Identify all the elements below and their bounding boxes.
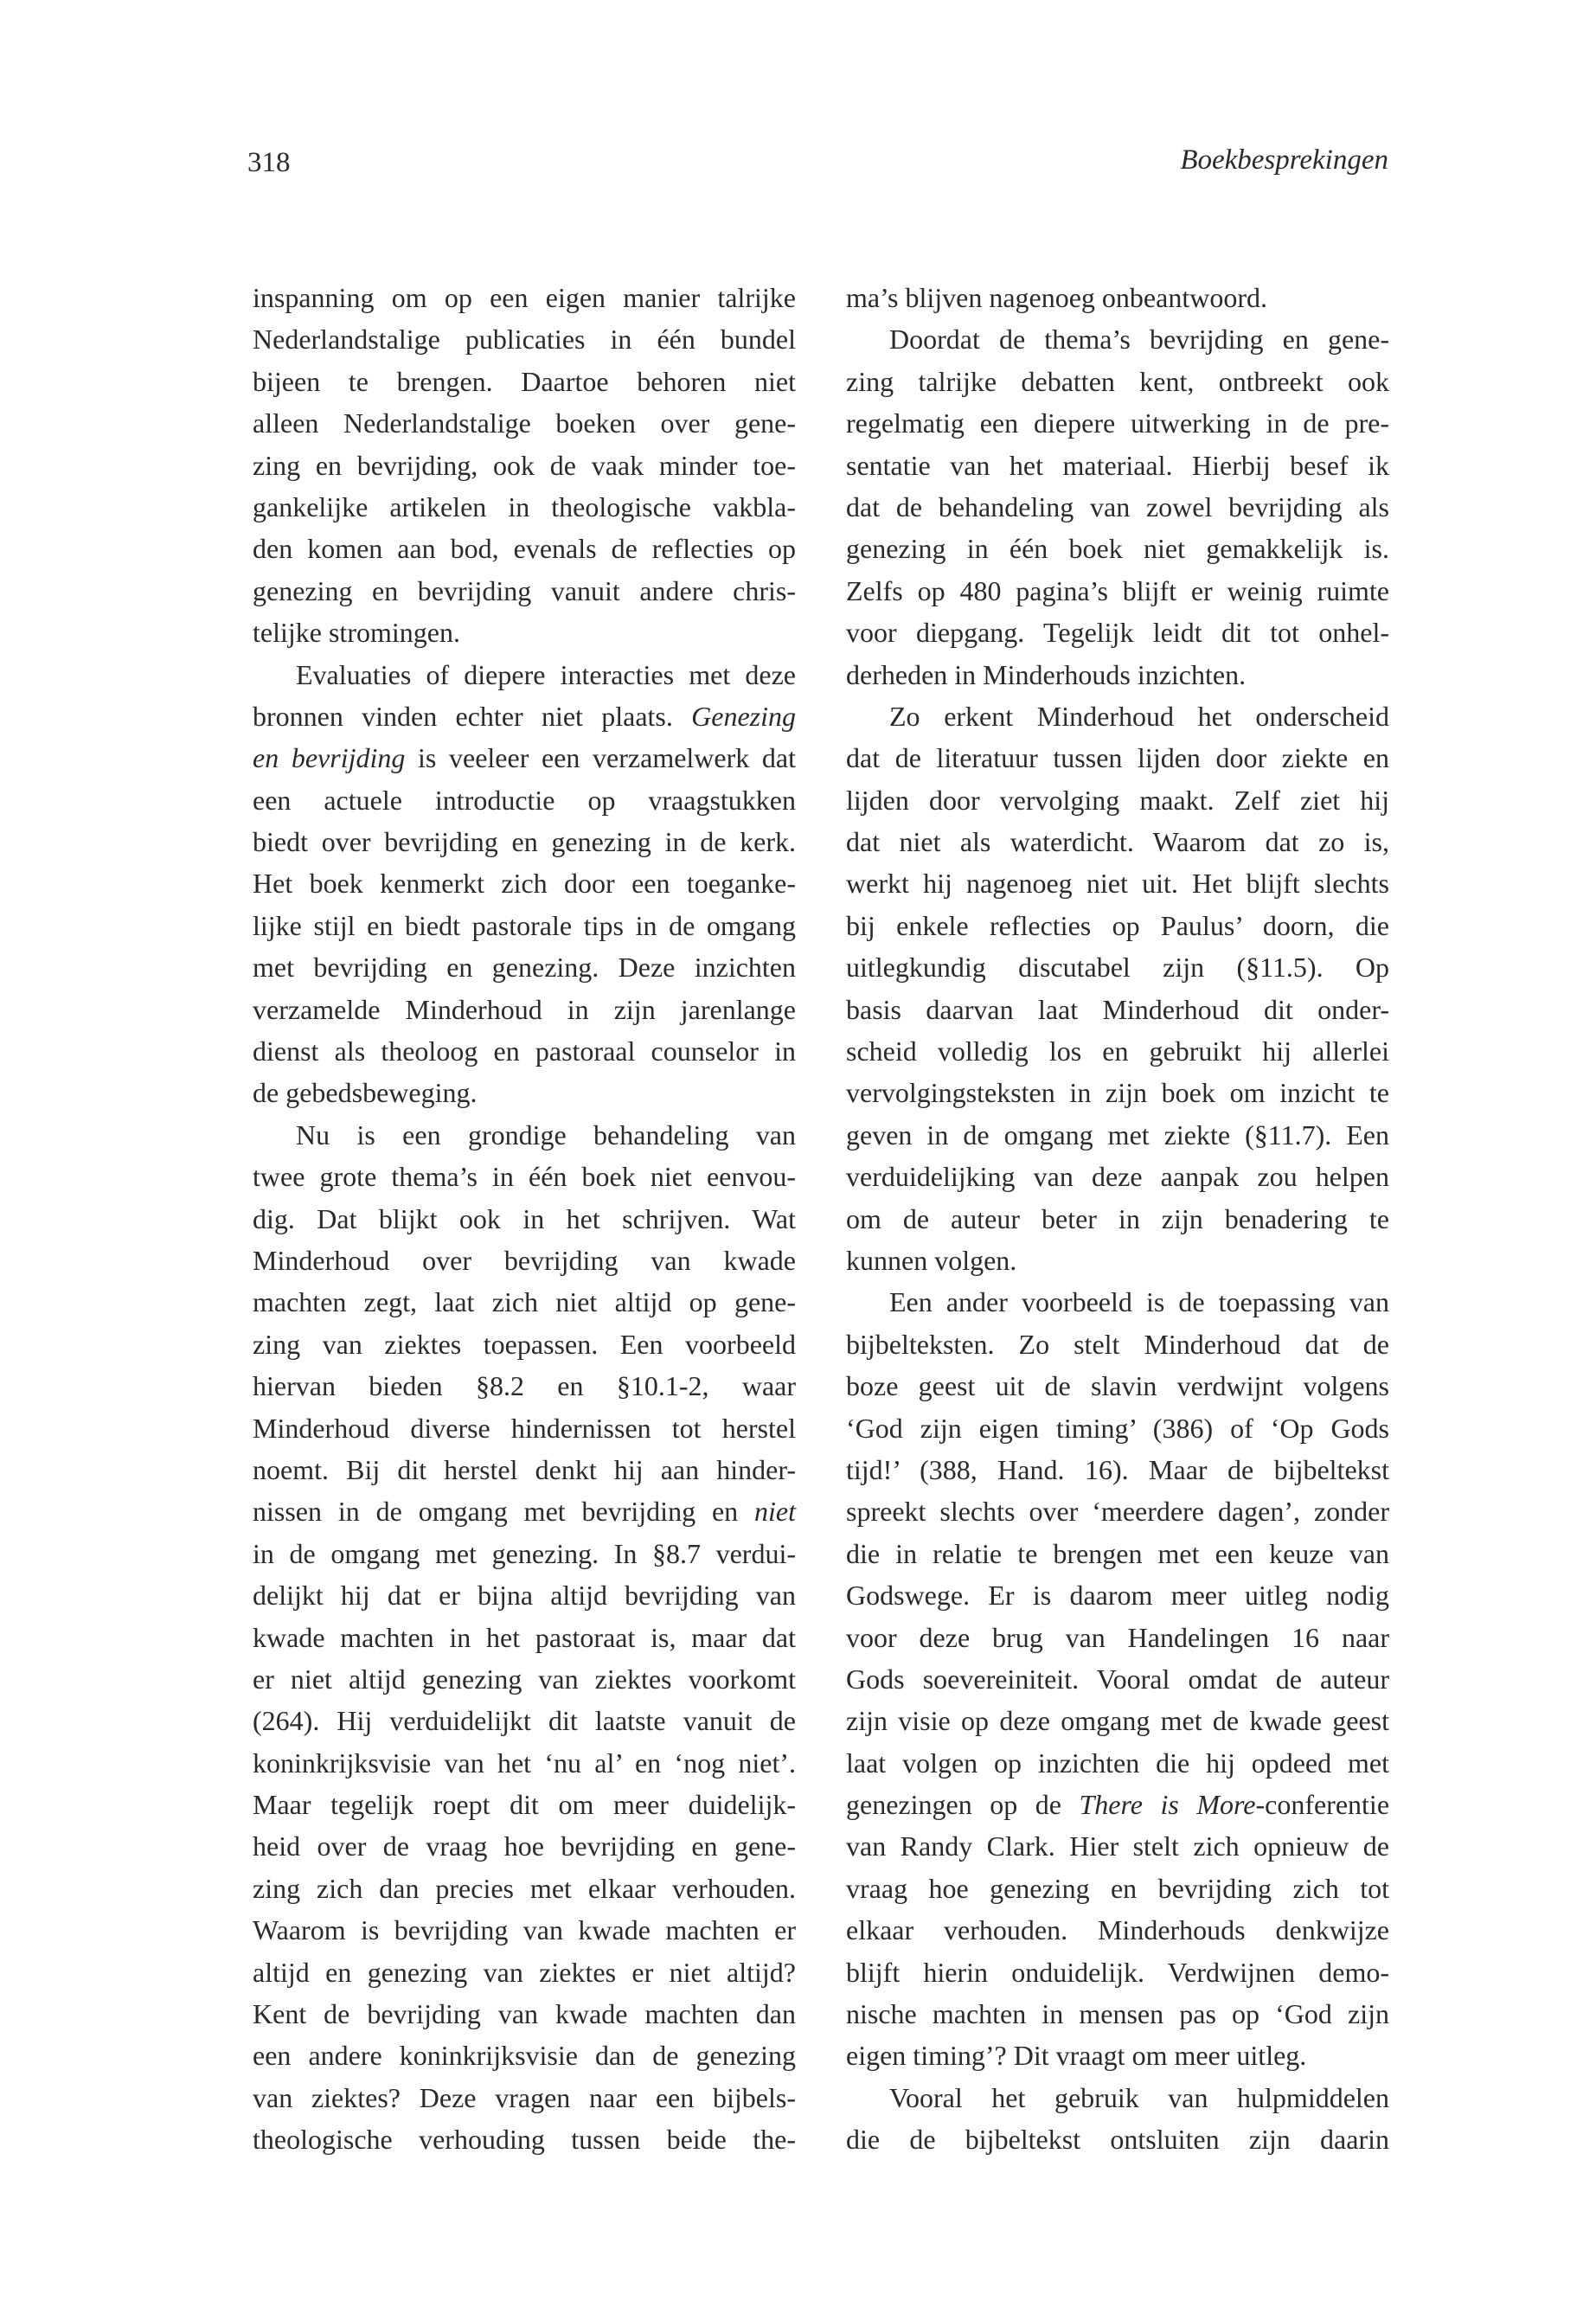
text-line: ‘God zijn eigen timing’ (386) of ‘Op Gods [846, 1412, 1389, 1444]
text-line: eigen timing’? Dit vraagt om meer uitleg. [846, 2040, 1307, 2072]
text-line: boze geest uit de slavin verdwijnt volgens [846, 1370, 1389, 1402]
text-line: dienst als theoloog en pastoraal counselor in [253, 1035, 796, 1067]
text-line: vraag hoe genezing en bevrijding zich tot [846, 1872, 1389, 1904]
text-line: tijd!’ (388, Hand. 16). Maar de bijbeltekst [846, 1453, 1389, 1485]
text-line: voor diepgang. Tegelijk leidt dit tot onhel- [846, 617, 1389, 649]
text-line: Nederlandstalige publicaties in één bundel [253, 324, 796, 356]
text-line: sentatie van het materiaal. Hierbij besef ik [846, 449, 1389, 481]
text-line: zing van ziektes toepassen. Een voorbeeld [253, 1328, 796, 1360]
text-line: hiervan bieden §8.2 en §10.1-2, waar [253, 1370, 796, 1402]
text-line: genezing en bevrijding vanuit andere chris- [253, 574, 796, 606]
running-head: Boekbesprekingen [1180, 144, 1388, 176]
text-line: spreekt slechts over ‘meerdere dagen’, zonder [846, 1496, 1389, 1528]
text-line: Godswege. Er is daarom meer uitleg nodig [846, 1580, 1389, 1612]
text-line: scheid volledig los en gebruikt hij allerlei [846, 1035, 1389, 1067]
text-line: gankelijke artikelen in theologische vakbla- [253, 490, 796, 522]
text-line: werkt hij nagenoeg niet uit. Het blijft slechts [846, 868, 1389, 900]
text-line: voor deze brug van Handelingen 16 naar [846, 1621, 1389, 1653]
text-line: heid over de vraag hoe bevrijding en gene- [253, 1830, 796, 1862]
text-line: Het boek kenmerkt zich door een toeganke- [253, 868, 796, 900]
text-line: dat niet als waterdicht. Waarom dat zo is, [846, 826, 1389, 858]
text-line: bij enkele reflecties op Paulus’ doorn, die [846, 909, 1389, 941]
text-line: machten zegt, laat zich niet altijd op gene- [253, 1286, 796, 1318]
text-line: de gebedsbeweging. [253, 1077, 478, 1109]
text-line: van Randy Clark. Hier stelt zich opnieuw de [846, 1830, 1389, 1862]
text-line: uitlegkundig discutabel zijn (§11.5). Op [846, 952, 1389, 984]
left-text-column [253, 277, 796, 2161]
text-line: Een ander voorbeeld is de toepassing van [889, 1286, 1389, 1318]
text-line: geven in de omgang met ziekte (§11.7). Een [846, 1118, 1389, 1150]
text-line: bijeen te brengen. Daartoe behoren niet [253, 365, 796, 397]
text-line: zing en bevrijding, ook de vaak minder toe- [253, 449, 796, 481]
text-line: derheden in Minderhouds inzichten. [846, 658, 1247, 690]
text-line: zing talrijke debatten kent, ontbreekt ook [846, 365, 1389, 397]
text-line: delijkt hij dat er bijna altijd bevrijding van [253, 1580, 796, 1612]
text-line: bronnen vinden echter niet plaats. Genezing [253, 700, 796, 732]
text-line: dat de behandeling van zowel bevrijding als [846, 490, 1389, 522]
text-line: in de omgang met genezing. In §8.7 verdui- [253, 1537, 796, 1569]
text-line: Zo erkent Minderhoud het onderscheid [889, 700, 1389, 732]
text-line: ma’s blijven nagenoeg onbeantwoord. [846, 282, 1267, 313]
right-text-column [846, 277, 1389, 2161]
text-line: die in relatie te brengen met een keuze van [846, 1537, 1389, 1569]
text-line: Gods soevereiniteit. Vooral omdat de auteur [846, 1663, 1389, 1695]
text-line: twee grote thema’s in één boek niet eenvou- [253, 1161, 796, 1193]
text-line: genezing in één boek niet gemakkelijk is. [846, 533, 1389, 565]
text-line: blijft hierin onduidelijk. Verdwijnen demo- [846, 1956, 1389, 1988]
text-line: theologische verhouding tussen beide the- [253, 2124, 796, 2156]
text-line: Evaluaties of diepere interacties met deze [296, 658, 796, 690]
text-line: genezingen op de There is More-conferentie [846, 1789, 1390, 1821]
text-line: verzamelde Minderhoud in zijn jarenlange [253, 993, 796, 1025]
text-line: een actuele introductie op vraagstukken [253, 784, 796, 816]
text-line: bijbelteksten. Zo stelt Minderhoud dat de [846, 1328, 1389, 1360]
text-line: kwade machten in het pastoraat is, maar dat [253, 1621, 796, 1653]
text-line: Kent de bevrijding van kwade machten dan [253, 1998, 796, 2030]
text-line: koninkrijksvisie van het ‘nu al’ en ‘nog niet’. [253, 1747, 796, 1779]
text-line: Vooral het gebruik van hulpmiddelen [889, 2081, 1389, 2113]
text-line: (264). Hij verduidelijkt dit laatste vanuit de [253, 1705, 796, 1737]
text-line: basis daarvan laat Minderhoud dit onder- [846, 993, 1389, 1025]
text-line: vervolgingsteksten in zijn boek om inzicht te [846, 1077, 1389, 1109]
text-line: er niet altijd genezing van ziektes voorkomt [253, 1663, 796, 1695]
text-line: nissen in de omgang met bevrijding en niet [253, 1496, 796, 1528]
text-line: regelmatig een diepere uitwerking in de pre- [846, 407, 1389, 439]
text-line: dig. Dat blijkt ook in het schrijven. Wat [253, 1202, 796, 1234]
text-line: dat de literatuur tussen lijden door ziekte en [846, 742, 1389, 774]
text-line: Nu is een grondige behandeling van [296, 1118, 796, 1150]
text-line: kunnen volgen. [846, 1244, 1017, 1276]
text-line: een andere koninkrijksvisie dan de genezing [253, 2040, 796, 2072]
text-line: noemt. Bij dit herstel denkt hij aan hinder- [253, 1453, 796, 1485]
text-line: biedt over bevrijding en genezing in de kerk. [253, 826, 796, 858]
page-number: 318 [247, 147, 291, 178]
text-line: lijden door vervolging maakt. Zelf ziet hij [846, 784, 1389, 816]
text-line: zing zich dan precies met elkaar verhouden. [253, 1872, 796, 1904]
text-line: altijd en genezing van ziektes er niet altijd? [253, 1956, 796, 1988]
text-line: Doordat de thema’s bevrijding en gene- [889, 324, 1389, 356]
text-line: om de auteur beter in zijn benadering te [846, 1202, 1389, 1234]
text-line: Maar tegelijk roept dit om meer duidelijk- [253, 1789, 796, 1821]
text-line: en bevrijding is veeleer een verzamelwerk dat [253, 742, 796, 774]
text-line: verduidelijking van deze aanpak zou helpen [846, 1161, 1389, 1193]
text-line: telijke stromingen. [253, 617, 460, 649]
text-line: laat volgen op inzichten die hij opdeed met [846, 1747, 1389, 1779]
text-line: inspanning om op een eigen manier talrijke [253, 282, 796, 313]
text-line: van ziektes? Deze vragen naar een bijbels- [253, 2081, 796, 2113]
text-line: met bevrijding en genezing. Deze inzichten [253, 952, 796, 984]
text-line: alleen Nederlandstalige boeken over gene- [253, 407, 796, 439]
text-line: den komen aan bod, evenals de reflecties op [253, 533, 796, 565]
text-line: Minderhoud over bevrijding van kwade [253, 1244, 796, 1276]
text-line: zijn visie op deze omgang met de kwade geest [846, 1705, 1389, 1737]
text-line: lijke stijl en biedt pastorale tips in de omgang [253, 909, 796, 941]
text-line: elkaar verhouden. Minderhouds denkwijze [846, 1914, 1389, 1946]
text-line: die de bijbeltekst ontsluiten zijn daarin [846, 2124, 1389, 2156]
text-line: nische machten in mensen pas op ‘God zijn [846, 1998, 1389, 2030]
text-line: Minderhoud diverse hindernissen tot herstel [253, 1412, 796, 1444]
text-line: Waarom is bevrijding van kwade machten er [253, 1914, 796, 1946]
text-line: Zelfs op 480 pagina’s blijft er weinig ruimte [846, 574, 1389, 606]
